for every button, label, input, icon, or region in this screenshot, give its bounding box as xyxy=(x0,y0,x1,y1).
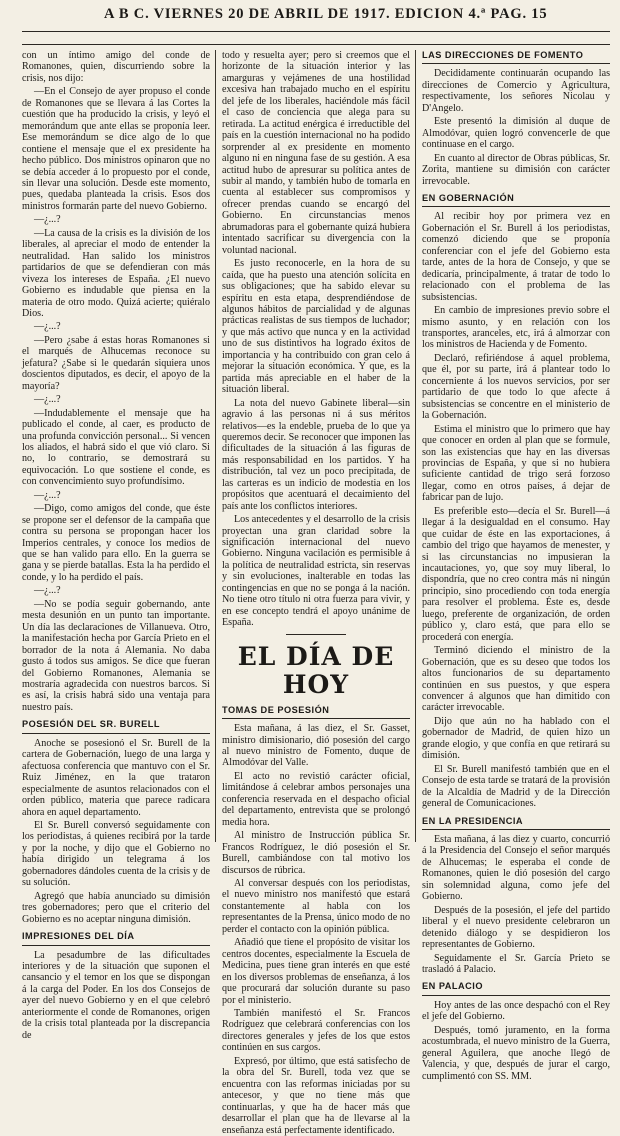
paragraph: —Pero ¿sabe á estas horas Romanones si el marqués de Alhucemas reconoce su jefatura? ¿Sabe si le quedarán siquiera unos doscientos diputados, es decir, el apoyo de la mayoría? xyxy=(22,334,210,392)
paragraph: —Indudablemente el mensaje que ha publicado el conde, al caer, es producto de una profunda convicción personal... Si vencen los aliados, el habrá sido el que vió claro. Si no, lo contrario, se demostrará su equivocación. Lo que sostiene el conde, es con convencimiento suyo profundísimo. xyxy=(22,407,210,488)
paragraph: Es preferible esto—decía el Sr. Burell—á llegar á la desigualdad en el consumo. Hay que cuidar de éste en las exportaciones, á cambio del trigo que hayamos de menester, y si las circunstancias no impusieran la incautaciones, yo, que soy muy liberal, lo dispondría, que no creo contra más ni ningún principio, sino procediendo con toda energía para resolver el problema. Éste es, desde luego, preferente de organización, de orden público y, claro está, que para ello se procederá con energía. xyxy=(422,505,610,643)
paragraph: —En el Consejo de ayer propuso el conde de Romanones que se llevara á las Cortes la cuestión que ha producido la crisis, y leyó el memorándum que ante ellas se proponía leer. Ese memorándum se dice algo de lo que contiene el mensaje que el ex presidente ha hecho público. Dos ministros opinaron que no se debía acceder á lo propuesto por el conde, sin llevar una solución. Desde este momento, pues, quedaba planteada la crisis. Esos dos ministros formarán parte del nuevo Gobierno. xyxy=(22,86,210,212)
headline-el-dia-de-hoy: EL DÍA DE HOY xyxy=(237,641,395,699)
column-divider xyxy=(215,50,216,842)
paragraph: —¿...? xyxy=(34,394,61,406)
paragraph: —¿...? xyxy=(34,214,61,226)
paragraph: Al ministro de Instrucción pública Sr. Francos Rodríguez, le dió posesión el Sr. Burell, cambiándose con tal motivo los discursos de rúbrica. xyxy=(222,830,410,876)
paragraph: —La causa de la crisis es la división de los liberales, al apreciar el modo de entender la neutralidad. Han salido los ministros partidarios de que se defendieran con más viveza los intereses de España. ¿El nuevo Gobierno es indudable que piensa en la materia de otro modo. Quizá acierte; quiéralo Dios. xyxy=(22,227,210,319)
paragraph: Dijo que aún no ha hablado con el gobernador de Madrid, de quien hizo un grande elogio, y que confía en que retirará su dimisión. xyxy=(422,715,610,762)
column-1 xyxy=(22,50,210,1041)
section-heading-gobernacion: EN GOBERNACIÓN xyxy=(422,193,610,207)
paragraph: Al recibir hoy por primera vez en Gobernación el Sr. Burell á los periodistas, comenzó diciendo que se proponía conferenciar con el jefe del Gobierno esta tarde, antes de la hora de Consejo, y que se dedicaría, principalmente, á tratar de todo lo relacionado con el problema de las subsistencias. xyxy=(422,211,610,303)
paragraph: Al conversar después con los periodistas, el nuevo ministro nos manifestó que estará constantemente al habla con los representantes de la Prensa, único modo de no perder el contacto con la opinión pública. xyxy=(222,878,410,935)
paragraph: Los antecedentes y el desarrollo de la crisis proyectan una gran claridad sobre la significación internacional del nuevo Gobierno. Ninguna vacilación es permisible á la política de neutralidad estricta, sin reservas y sin evoluciones, inalterable en todas las contingencias en que no se ponga á la nación. No tiene otro título ni otra fuerza para vivir, y en ese concepto tendrá el apoyo unánime de España. xyxy=(222,514,410,629)
paragraph: Expresó, por último, que está satisfecho de la obra del Sr. Burell, toda vez que se encuentra con las reformas iniciadas por su antecesor, y que no tiene más que continuarlas, y que ha de hacer más que desarrollar el plan que ha de llevarse al la enseñanza está perfectamente identificado. xyxy=(222,1055,410,1136)
paragraph: —No se podía seguir gobernando, ante mesta desunión en un punto tan importante. Un día las declaraciones de Villanueva. Otro, la manifestación hecha por García Prieto en el borrador de la nota á Alemania. No daba gusto á todos sus amigos. Se dice que fueran del Gobierno Romanones, Alemania se mostraría agradecida con nuestros barcos. Si es así, la crisis habrá sido una ventaja para nuestro país. xyxy=(22,598,210,713)
paragraph: La pesadumbre de las dificultades interiores y de la situación que suponen el cansancio y el temor en los que se dispongan á la carga del Poder. En los dos Consejos de ayer del nuevo Gobierno y en el que celebró anteriormente el conde de Romanones, origen de la crisis total planteada por la discrepancia de xyxy=(22,949,210,1041)
section-heading-direcciones-fomento: LAS DIRECCIONES DE FOMENTO xyxy=(422,50,610,64)
column-3 xyxy=(422,50,610,1082)
paragraph: Seguidamente el Sr. García Prieto se trasladó á Palacio. xyxy=(422,952,610,975)
paragraph: —¿...? xyxy=(34,489,61,501)
paragraph: Decididamente continuarán ocupando las direcciones de Comercio y Agricultura, respectivamente, los señores Nicolau y D'Angelo. xyxy=(422,68,610,114)
header-rule-2 xyxy=(22,44,610,45)
header-rule xyxy=(22,31,610,32)
section-heading-tomas-posesion: TOMAS DE POSESIÓN xyxy=(222,705,410,719)
paragraph: Terminó diciendo el ministro de la Gobernación, que es su deseo que todos los altos funcionarios de su departamento continúen en sus puestos, y que espera convencer á algunos que han dimitido con carácter irrevocable. xyxy=(422,645,610,714)
paragraph: con un íntimo amigo del conde de Romanones, quien, discurriendo sobre la crisis, nos dijo: xyxy=(22,50,210,84)
paragraph: La nota del nuevo Gabinete liberal—sin agravio á las personas ni á sus méritos relativos—es la endeble, prueba de lo que ya queremos decir. Se reconocer que imponen las dificultades de la situación á las figuras de más responsabilidad en los partidos. Y ha distribución, tal vez un poco precipitada, de las carteras es un indicio de modestia en los propósitos que acentuará el decaimiento del país ante los conflictos interiores. xyxy=(222,397,410,512)
separator xyxy=(286,634,346,635)
paragraph: Declaró, refiriéndose á aquel problema, que él, por su parte, irá á plantear todo lo concerniente á los nuevos servicios, por ser partidario de que todo lo que afecte á subsistencias se concentre en el ministerio de la Gobernación. xyxy=(422,352,610,422)
paragraph: Esta mañana, á las diez y cuarto, concurrió á la Presidencia del Consejo el señor marqués de Alhucemas; le esperaba el conde de Romanones, quien le dió posesión del cargo sin solemnidad alguna, como jefe del Gobierno. xyxy=(422,834,610,903)
column-divider xyxy=(415,50,416,842)
paragraph: Anoche se posesionó el Sr. Burell de la cartera de Gobernación, luego de una larga y afectuosa conferencia que mantuvo con el Sr. Ruiz Jiménez, en la que trataron especialmente de asuntos relacionados con el orden público, materia que parece radicara ahora en aquel departamento. xyxy=(22,737,210,818)
paragraph: Esta mañana, á las diez, el Sr. Gasset, ministro dimisionario, dió posesión del cargo al nuevo ministro de Fomento, duque de Almodóvar del Valle. xyxy=(222,723,410,769)
column-2 xyxy=(222,50,410,1136)
page-header: A B C. VIERNES 20 DE ABRIL DE 1917. EDICION 4.ª PAG. 15 xyxy=(104,6,548,22)
section-heading-impresiones: IMPRESIONES DEL DÍA xyxy=(22,931,210,945)
paragraph: Es justo reconocerle, en la hora de su caída, que ha puesto una atención solícita en sus obligaciones; que ha sabido elevar su espíritu en esta etapa, desprendiéndose de algunos hábitos de parcialidad y de algunas prácticas realistas de sus tiempos de luchador; y que más activo que nunca y en la actividad uno de sus distintivos ha logrado éxitos de importancia y ha contribuido con gran celo á mejorar la situación económica. Y que, es la partida más apreciable en el haber de la situación liberal. xyxy=(222,258,410,396)
paragraph: El acto no revistió carácter oficial, limitándose á celebrar ambos personajes una conferencia reservada en el despacho oficial del departamento, entrevista que se prolongó media hora. xyxy=(222,770,410,828)
section-heading-posesion-burell: POSESIÓN DEL SR. BURELL xyxy=(22,719,210,733)
paragraph: Después de la posesión, el jefe del partido liberal y el nuevo presidente celebraron un detenido diálogo y se despidieron los representantes de Gobierno. xyxy=(422,904,610,951)
paragraph: —¿...? xyxy=(34,321,61,333)
paragraph: También manifestó el Sr. Francos Rodríguez que celebrará conferencias con los directores generales y jefes de los que estos continúen en sus cargos. xyxy=(222,1007,410,1054)
paragraph: El Sr. Burell manifestó también que en el Consejo de esta tarde se tratará de la provisión de la Alcaldía de Madrid y de la Dirección general de Comunicaciones. xyxy=(422,763,610,810)
paragraph: —Digo, como amigos del conde, que éste se propone ser el defensor de la campaña que contra su persona se propongan hacer los Imperios centrales, y conoce los medios de que se han valido para ello. En la guerra se gana y se pierde batallas. Esta la ha perdido el conde, y lo ha perdido el país. xyxy=(22,503,210,583)
section-heading-presidencia: EN LA PRESIDENCIA xyxy=(422,816,610,830)
paragraph: Hoy antes de las once despachó con el Rey el jefe del Gobierno. xyxy=(422,999,610,1023)
paragraph: En cambio de impresiones previo sobre el mismo asunto, y en relación con los transportes, aranceles, etc, irá á almorzar con los ministros de Hacienda y de Fomento. xyxy=(422,305,610,351)
paragraph: El Sr. Burell conversó seguidamente con los periodistas, á quienes recibirá por la tarde y por la noche, y dijo que el Gobierno no había dirigido un telegrama á los gobernadores dándoles cuenta de la crisis y de su solución. xyxy=(22,820,210,889)
paragraph: Añadió que tiene el propósito de visitar los centros docentes, especialmente la Escuela de Medicina, pues tiene gran interés en que esté en los diversos problemas de enseñanza, á los que procurará dar solución durante su paso por el ministerio. xyxy=(222,937,410,1006)
paragraph: todo y resuelta ayer; pero si creemos que el horizonte de la situación interior y las amarguras y vejámenes de una hostilidad excesiva han trabajado mucho en el espíritu del jefe de los liberales, haciéndole más fácil el caso de conciencia que alega para su retirada. La actitud enérgica é irreductible del país en la cuestión internacional no ha podido sorprender al ex presidente en momento alguno ni en ninguna fase de su gestión. A esa actitud hubo de apresurar su política antes de subir al mando, y también hubo de tomarla en cuenta al establecer sus compromisos y ofrecer prendas cuando se encargó del Gobierno. En circunstancias menos abrumadoras para el gobernante quizá hubiera intentado sacrificar su divergencia con la voluntad nacional. xyxy=(222,50,410,256)
section-heading-palacio: EN PALACIO xyxy=(422,981,610,995)
paragraph: Agregó que había anunciado su dimisión tres gobernadores; pero que el criterio del Gobierno es no aceptar ninguna dimisión. xyxy=(22,890,210,925)
paragraph: En cuanto al director de Obras públicas, Sr. Zorita, mantiene su dimisión con carácter irrevocable. xyxy=(422,152,610,187)
paragraph: Estima el ministro que lo primero que hay que conocer en orden al plan que se formule, son las existencias que hay en las diversas provincias de España, y que si no hubiera suficiente cantidad de trigo será forzoso llegar, como en otros países, á dejar de fabricar pan de lujo. xyxy=(422,423,610,504)
paragraph: Después, tomó juramento, en la forma acostumbrada, el nuevo ministro de la Guerra, general Aguilera, que anoche llegó de Valencia, y que, después de jurar el cargo, cumplimentó con SS. MM. xyxy=(422,1024,610,1082)
paragraph: Este presentó la dimisión al duque de Almodóvar, quien logró convencerle de que continuase en el cargo. xyxy=(422,116,610,151)
paragraph: —¿...? xyxy=(34,585,61,597)
